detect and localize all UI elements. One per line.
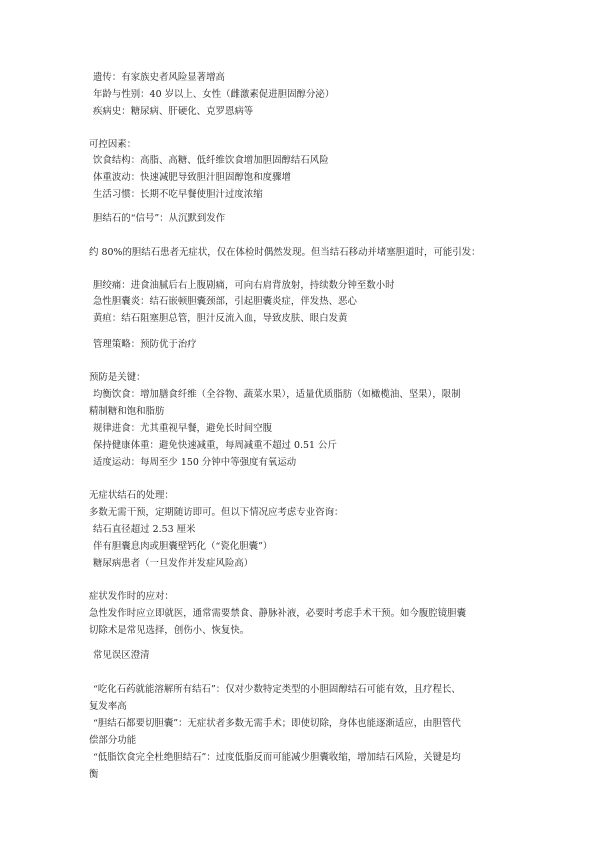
myth-2-line2: 偿部分功能 [89,735,137,746]
prevention-item-healthy-weight: 保持健康体重：避免快速减重，每周减重不超过 0.51 公斤 [93,440,337,451]
asymptomatic-intro: 多数无需干预，定期随访即可。但以下情况应考虑专业咨询： [89,507,344,518]
asymptomatic-item-size: 结石直径超过 2.53 厘米 [93,524,196,535]
attack-line2: 切除术是常见选择，创伤小、恢复快。 [89,625,250,636]
asymptomatic-item-polyp: 伴有胆囊息肉或胆囊壁钙化（“瓷化胆囊”） [93,541,273,552]
controllable-title: 可控因素： [89,139,137,150]
myth-1-line1: “吃化石药就能溶解所有结石”：仅对少数特定类型的小胆固醇结石可能有效，且疗程长、 [93,684,461,695]
prevention-item-regular-meals: 规律进食：尤其重视早餐，避免长时间空腹 [93,423,273,434]
signals-intro: 约 80%的胆结石患者无症状，仅在体检时偶然发现。但当结石移动并堵塞胆道时，可能引发： [89,247,481,258]
controllable-item-habits: 生活习惯：长期不吃早餐使胆汁过度浓缩 [93,189,263,200]
section-heading-management: 管理策略：预防优于治疗 [93,339,197,350]
myth-1-line2: 复发率高 [89,701,127,712]
signals-item-jaundice: 黄疸：结石阻塞胆总管，胆汁反流入血，导致皮肤、眼白发黄 [93,313,348,324]
prevention-item-diet-line2: 精制糖和饱和脂肪 [89,406,165,417]
section-heading-signals: 胆结石的“信号”：从沉默到发作 [93,213,226,224]
risk-item-genetics: 遗传：有家族史者风险显著增高 [93,72,225,83]
prevention-item-diet-line1: 均衡饮食：增加膳食纤维（全谷物、蔬菜水果），适量优质脂肪（如橄榄油、坚果），限制 [93,389,461,400]
attack-line1: 急性发作时应立即就医，通常需要禁食、静脉补液，必要时考虑手术干预。如今腹腔镜胆囊 [89,608,467,619]
myth-3-line1: “低脂饮食完全杜绝胆结石”：过度低脂反而可能减少胆囊收缩，增加结石风险，关键是均 [93,752,461,763]
risk-item-disease-history: 疾病史：糖尿病、肝硬化、克罗恩病等 [93,106,254,117]
attack-title: 症状发作时的应对： [89,591,174,602]
signals-item-colic: 胆绞痛：进食油腻后右上腹剧痛，可向右肩背放射，持续数分钟至数小时 [93,280,395,291]
prevention-item-exercise: 适度运动：每周至少 150 分钟中等强度有氧运动 [93,457,297,468]
asymptomatic-title: 无症状结石的处理： [89,490,174,501]
section-heading-myths: 常见误区澄清 [93,650,150,661]
asymptomatic-item-diabetes: 糖尿病患者（一旦发作并发症风险高） [93,558,254,569]
myth-2-line1: “胆结石都要切胆囊”：无症状者多数无需手术；即使切除，身体也能逐渐适应，由胆管代 [93,718,461,729]
myth-3-line2: 衡 [89,769,99,780]
controllable-item-weight: 体重波动：快速减肥导致胆汁胆固醇饱和度骤增 [93,172,291,183]
prevention-title: 预防是关键： [89,372,146,383]
signals-item-cholecystitis: 急性胆囊炎：结石嵌顿胆囊颈部，引起胆囊炎症，伴发热、恶心 [93,296,357,307]
risk-item-age-sex: 年龄与性别：40 岁以上、女性（雌激素促进胆固醇分泌） [93,89,335,100]
controllable-item-diet: 饮食结构：高脂、高糖、低纤维饮食增加胆固醇结石风险 [93,155,329,166]
